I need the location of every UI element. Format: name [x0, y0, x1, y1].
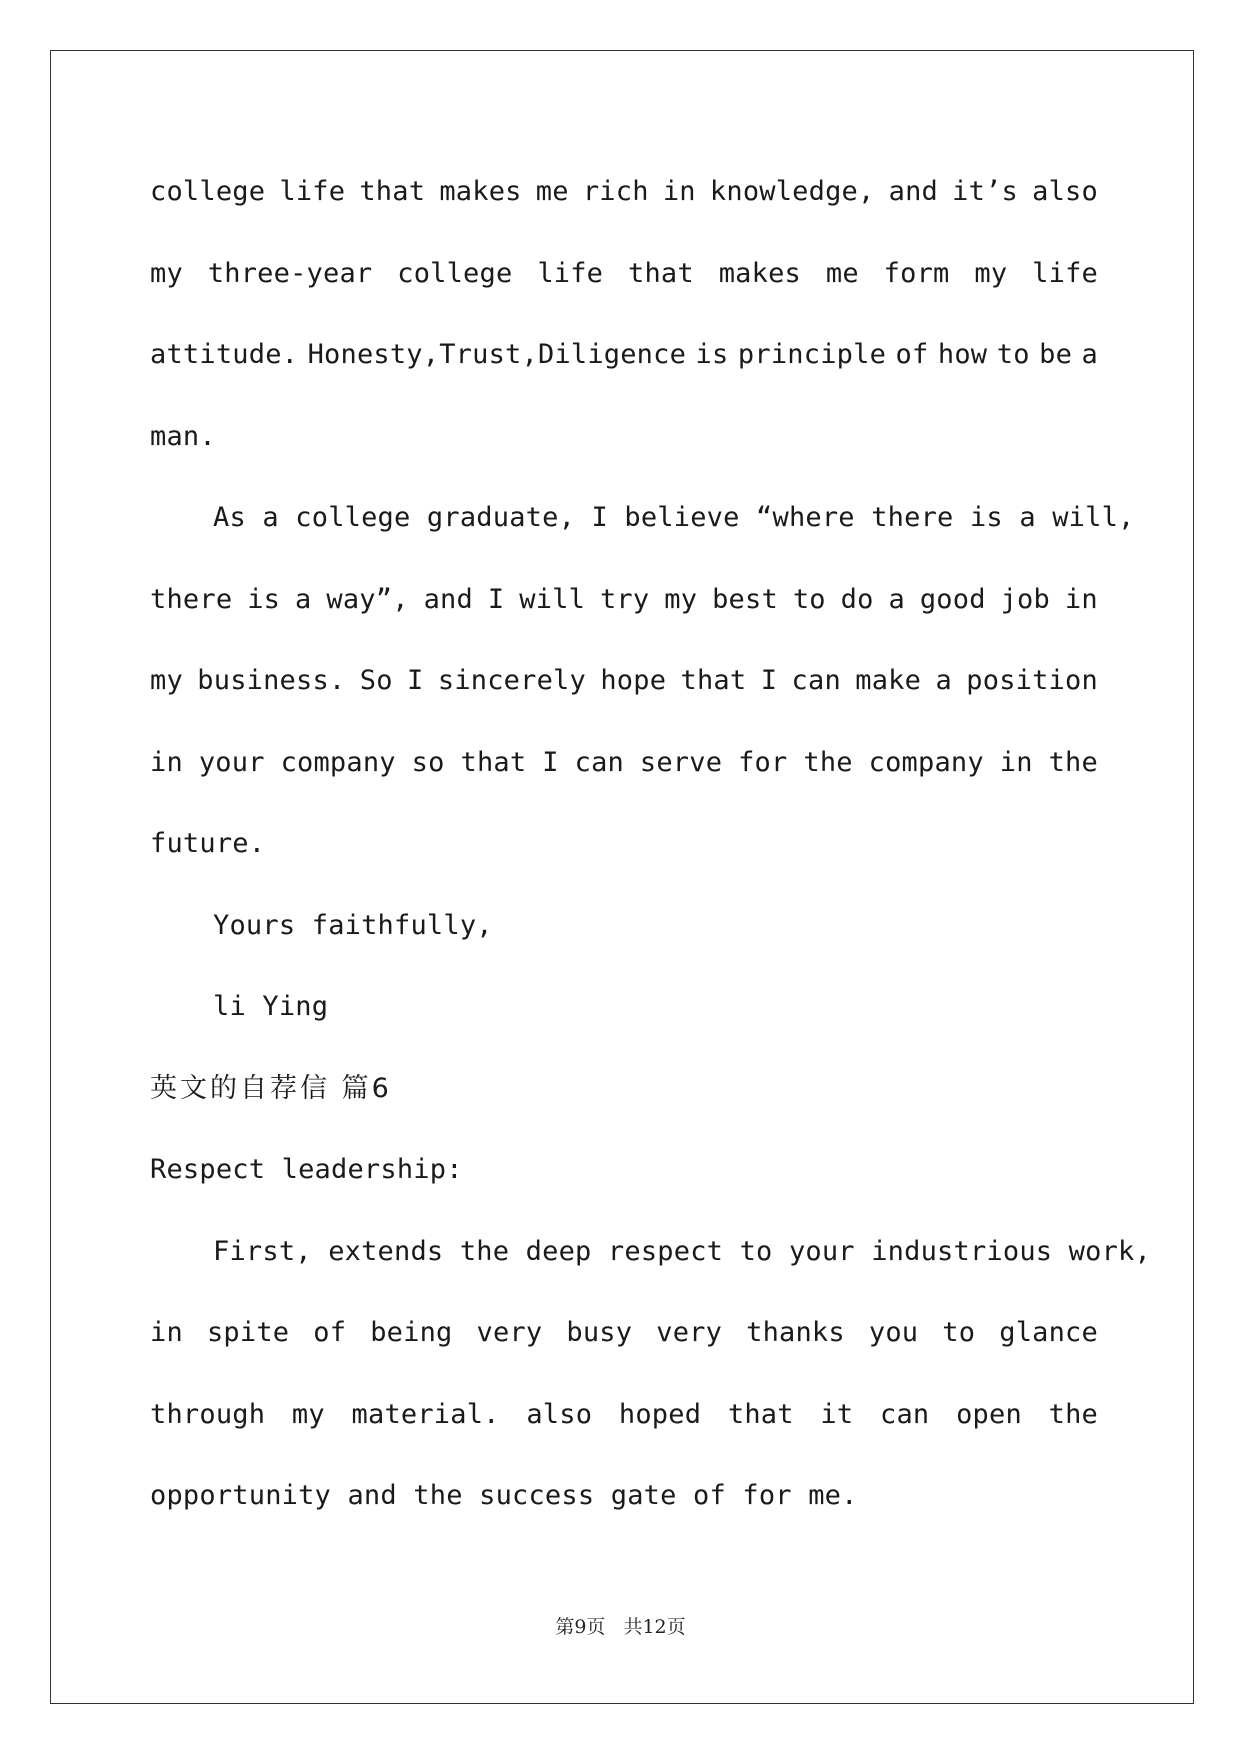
text-line: Respect leadership:	[150, 1154, 463, 1185]
text-line: through my material. also hoped that it can open the	[150, 1398, 1098, 1430]
page-footer	[0, 1612, 1241, 1639]
page-total: 共12页	[623, 1616, 686, 1638]
text-line: my three-year college life that makes me form my life	[150, 257, 1098, 289]
text-line: college life that makes me rich in knowledge, and it’s also	[150, 176, 1098, 207]
text-line: li Ying	[213, 991, 329, 1022]
text-line: Yours faithfully,	[213, 909, 493, 941]
text-line: man.	[150, 420, 216, 452]
page-number: 第9页	[555, 1616, 606, 1638]
text-line: my business. So I sincerely hope that I can make a position	[150, 665, 1098, 696]
text-line: future.	[150, 828, 266, 859]
text-line: in your company so that I can serve for the company in the	[150, 746, 1098, 778]
text-line: As a college graduate, I believe “where there is a will,	[213, 502, 1135, 533]
letter-body	[150, 165, 1151, 1551]
text-line: opportunity and the success gate of for me.	[150, 1480, 858, 1511]
text-line: attitude. Honesty,Trust,Diligence is principle of how to be a	[150, 339, 1098, 370]
section-heading: 英文的自荐信 篇6	[150, 1072, 392, 1104]
text-line: there is a way”, and I will try my best to do a good job in	[150, 583, 1098, 615]
text-line: in spite of being very busy very thanks you to glance	[150, 1317, 1098, 1348]
text-line: First, extends the deep respect to your industrious work,	[213, 1235, 1151, 1267]
